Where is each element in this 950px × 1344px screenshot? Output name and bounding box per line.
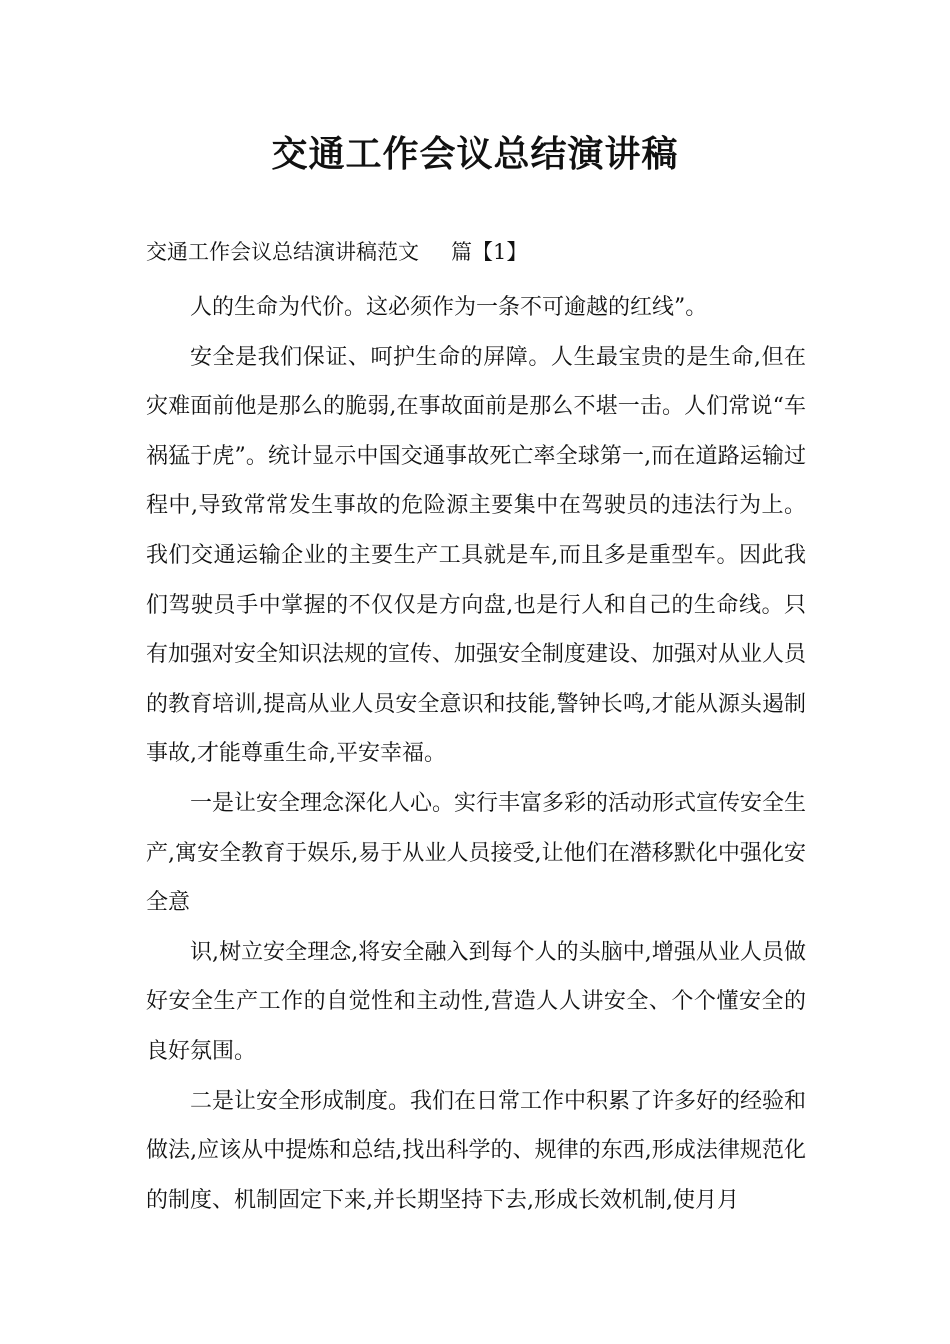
paragraph: 安全是我们保证、呵护生命的屏障。人生最宝贵的是生命,但在灾难面前他是那么的脆弱,在事故面前是那么不堪一击。人们常说“车祸猛于虎”。统计显示中国交通事故死亡率全球第一,而在道路运输过程中,导致常常发生事故的危险源主要集中在驾驶员的违法行为上。我们交通运输企业的主要生产工具就是车,而且多是重型车。因此我们驾驶员手中掌握的不仅仅是方向盘,也是行人和自己的生命线。只有加强对安全知识法规的宣传、加强安全制度建设、加强对从业人员的教育培训,提高从业人员安全意识和技能,警钟长鸣,才能从源头遏制事故,才能尊重生命,平安幸福。	[146, 344, 807, 767]
paragraph: 二是让安全形成制度。我们在日常工作中积累了许多好的经验和做法,应该从中提炼和总结,找出科学的、规律的东西,形成法律规范化的制度、机制固定下来,并长期坚持下去,形成长效机制,使月月	[146, 1088, 807, 1213]
document-body	[146, 283, 806, 1225]
paragraph: 一是让安全理念深化人心。实行丰富多彩的活动形式宣传安全生产,寓安全教育于娱乐,易于从业人员接受,让他们在潜移默化中强化安全意	[146, 790, 807, 916]
document-title: 交通工作会议总结演讲稿	[271, 133, 679, 175]
document-subtitle	[146, 236, 806, 268]
paragraph: 人的生命为代价。这必须作为一条不可逾越的红线”。	[190, 295, 708, 320]
subtitle-text: 交通工作会议总结演讲稿范文	[146, 240, 419, 264]
subtitle-tag: 篇【1】	[451, 240, 528, 264]
paragraph: 识,树立安全理念,将安全融入到每个人的头脑中,增强从业人员做好安全生产工作的自觉性和主动性,营造人人讲安全、个个懂安全的良好氛围。	[146, 939, 806, 1064]
